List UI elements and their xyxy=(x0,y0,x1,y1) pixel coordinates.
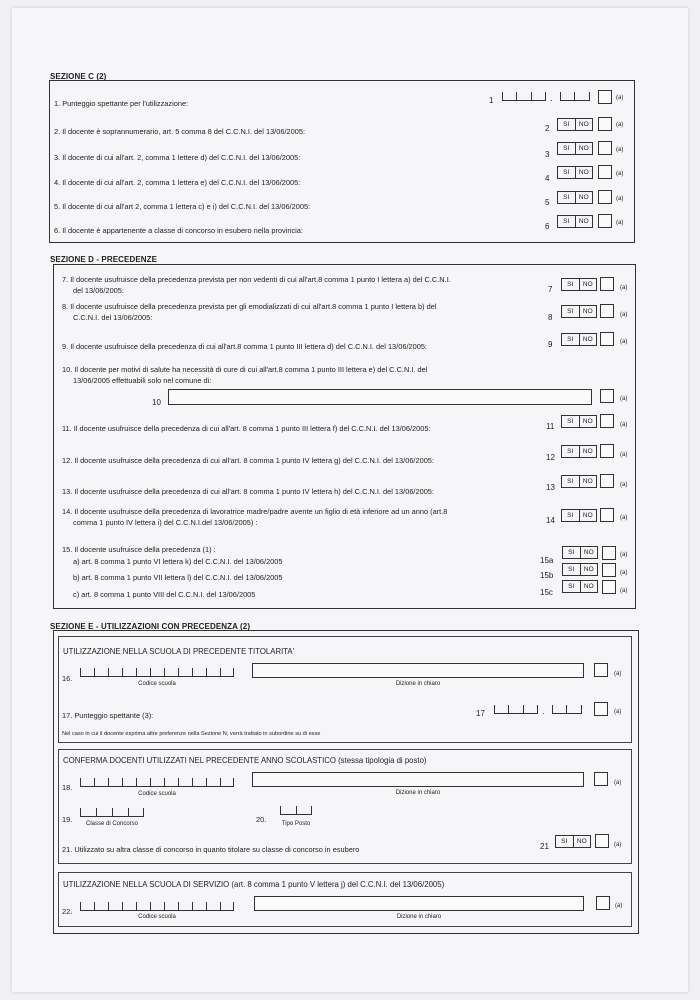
dizione-caption-16: Dizione in chiaro xyxy=(395,681,441,687)
row-15-label: 15. Il docente usufruisce della precedenza (1) : xyxy=(62,545,216,554)
note-a: (a) xyxy=(616,171,624,177)
row-15a-label: a) art. 8 comma 1 punto VI lettera k) del C.C.N.I. del 13/06/2005 xyxy=(73,557,283,566)
codice-scuola-caption-18: Codice scuola xyxy=(138,791,176,797)
note-a: (a) xyxy=(616,122,624,128)
row-1-label: 1. Punteggio spettante per l'utilizzazione: xyxy=(54,99,189,108)
note-a: (a) xyxy=(620,570,628,576)
note-a: (a) xyxy=(620,515,628,521)
checkbox-10[interactable] xyxy=(600,389,614,403)
row-6-label: 6. Il docente è appartenente a classe di concorso in esubero nella provincia: xyxy=(54,226,303,235)
si-no-toggle-8[interactable]: SI NO xyxy=(561,305,597,318)
row-15a-number: 15a xyxy=(540,556,554,565)
checkbox-15c[interactable] xyxy=(602,580,616,594)
si-no-toggle-15c[interactable]: SI NO xyxy=(562,580,598,593)
codice-scuola-input-18[interactable] xyxy=(80,778,234,787)
checkbox-13[interactable] xyxy=(600,474,614,488)
row-15b-label: b) art. 8 comma 1 punto VII lettera l) del C.C.N.I. del 13/06/2005 xyxy=(73,573,283,582)
si-no-toggle-7[interactable]: SI NO xyxy=(561,278,597,291)
row-21-number: 21 xyxy=(540,842,549,851)
row-13-label: 13. Il docente usufruisce della precedenza di cui all'art. 8 comma 1 punto IV lettera h) del C.C.N.I. del 13/06/2005: xyxy=(62,487,434,496)
dizione-input-16[interactable] xyxy=(252,663,584,678)
subordinate-note: Nel caso in cui il docente esprima altre preferenze nella Sezione N, verrà trattato in subordine su di esse xyxy=(62,731,321,737)
block-3-title: UTILIZZAZIONE NELLA SCUOLA DI SERVIZIO (art. 8 comma 1 punto V lettera j) del C.C.N.I. del 13/06/2005) xyxy=(63,880,445,889)
row-22-label: 22. xyxy=(62,907,73,916)
note-a: (a) xyxy=(614,842,622,848)
punteggio-integer-17[interactable] xyxy=(494,705,538,714)
row-7-number: 7 xyxy=(548,285,553,294)
row-5-number: 5 xyxy=(545,198,550,207)
note-a: (a) xyxy=(616,196,624,202)
checkbox-18[interactable] xyxy=(594,772,608,786)
checkbox-3[interactable] xyxy=(598,141,612,155)
note-a: (a) xyxy=(620,422,628,428)
note-a: (a) xyxy=(620,285,628,291)
si-no-toggle-5[interactable]: SI NO xyxy=(557,191,593,204)
classe-concorso-input[interactable] xyxy=(80,808,144,817)
tipo-posto-input[interactable] xyxy=(280,806,312,815)
row-8-label-2: C.C.N.I. del 13/06/2005: xyxy=(73,313,153,322)
note-a: (a) xyxy=(616,95,624,101)
si-no-toggle-12[interactable]: SI NO xyxy=(561,445,597,458)
checkbox-6[interactable] xyxy=(598,214,612,228)
row-14-label-1: 14. Il docente usufruisce della precedenza di lavoratrice madre/padre avente un figlio di età inferiore ad un anno (art.8 xyxy=(62,507,448,516)
checkbox-11[interactable] xyxy=(600,414,614,428)
row-5-label: 5. Il docente di cui all'art 2, comma 1 lettera c) e i) del C.C.N.I. del 13/06/2005: xyxy=(54,202,311,211)
row-15b-number: 15b xyxy=(540,571,554,580)
note-a: (a) xyxy=(620,339,628,345)
row-8-number: 8 xyxy=(548,313,553,322)
row-14-label-2: comma 1 punto IV lettera i) del C.C.N.I.del 13/06/2005) : xyxy=(73,518,258,527)
row-16-label: 16. xyxy=(62,674,73,683)
si-no-toggle-13[interactable]: SI NO xyxy=(561,475,597,488)
row-4-label: 4. Il docente di cui all'art. 2, comma 1 lettera e) del C.C.N.I. del 13/06/2005: xyxy=(54,178,301,187)
si-no-toggle-11[interactable]: SI NO xyxy=(561,415,597,428)
row-6-number: 6 xyxy=(545,222,550,231)
row-4-number: 4 xyxy=(545,174,550,183)
section-e-title: SEZIONE E - UTILIZZAZIONI CON PRECEDENZA (2) xyxy=(50,622,251,631)
si-no-toggle-14[interactable]: SI NO xyxy=(561,509,597,522)
si-no-toggle-6[interactable]: SI NO xyxy=(557,215,593,228)
si-no-toggle-21[interactable]: SI NO xyxy=(555,835,591,848)
row-21-label: 21. Utilizzato su altra classe di concorso in quanto titolare su classe di concorso in esubero xyxy=(62,845,360,854)
row-12-number: 12 xyxy=(546,453,555,462)
classe-concorso-caption: Classe di Concorso xyxy=(85,821,139,827)
checkbox-17[interactable] xyxy=(594,702,608,716)
dizione-caption-18: Dizione in chiaro xyxy=(395,790,441,796)
si-no-toggle-9[interactable]: SI NO xyxy=(561,333,597,346)
note-a: (a) xyxy=(620,312,628,318)
dizione-input-18[interactable] xyxy=(252,772,584,787)
section-d-title: SEZIONE D - PRECEDENZE xyxy=(50,255,158,264)
note-a: (a) xyxy=(620,452,628,458)
checkbox-9[interactable] xyxy=(600,332,614,346)
dizione-caption-22: Dizione in chiaro xyxy=(396,914,442,920)
dizione-input-22[interactable] xyxy=(254,896,584,911)
row-10-label-2: 13/06/2005 effettuabili solo nel comune di: xyxy=(73,376,212,385)
score-input-decimal[interactable] xyxy=(560,92,590,101)
codice-scuola-caption-16: Codice scuola xyxy=(138,681,176,687)
punteggio-decimal-17[interactable] xyxy=(552,705,582,714)
tipo-posto-caption: Tipo Posto xyxy=(281,821,311,827)
row-13-number: 13 xyxy=(546,483,555,492)
si-no-toggle-2[interactable]: SI NO xyxy=(557,118,593,131)
note-a: (a) xyxy=(620,588,628,594)
checkbox-15a[interactable] xyxy=(602,546,616,560)
codice-scuola-input-22[interactable] xyxy=(80,902,234,911)
row-11-label: 11. Il docente usufruisce della precedenza di cui all'art. 8 comma 1 punto III lettera f) del C.C.N.I. del 13/06/2005: xyxy=(62,424,431,433)
row-11-number: 11 xyxy=(546,422,555,431)
si-no-toggle-4[interactable]: SI NO xyxy=(557,166,593,179)
checkbox-2[interactable] xyxy=(598,117,612,131)
note-a: (a) xyxy=(614,780,622,786)
score-input-integer[interactable] xyxy=(502,92,546,101)
note-a: (a) xyxy=(620,482,628,488)
checkbox-8[interactable] xyxy=(600,304,614,318)
row-12-label: 12. Il docente usufruisce della precedenza di cui all'art. 8 comma 1 punto IV lettera g) del C.C.N.I. del 13/06/2005: xyxy=(62,456,434,465)
checkbox-21[interactable] xyxy=(595,834,609,848)
row-19-label: 19. xyxy=(62,815,73,824)
row-18-label: 18. xyxy=(62,783,73,792)
note-a: (a) xyxy=(614,671,622,677)
comune-input[interactable] xyxy=(168,389,592,405)
checkbox-1[interactable] xyxy=(598,90,612,104)
si-no-toggle-3[interactable]: SI NO xyxy=(557,142,593,155)
row-10-label-1: 10. Il docente per motivi di salute ha necessità di cure di cui all'art.8 comma 1 punto III lettera e) del C.C.N.I. del xyxy=(62,365,428,374)
row-9-label: 9. Il docente usufruisce della precedenza di cui all'art.8 comma 1 punto III lettera d) del C.C.N.I. del 13/06/2005: xyxy=(62,342,427,351)
checkbox-16[interactable] xyxy=(594,663,608,677)
checkbox-4[interactable] xyxy=(598,165,612,179)
row-7-label-1: 7. Il docente usufruisce della precedenza prevista per non vedenti di cui all'art.8 comma 1 punto I lettera a) del C.C.N.I. xyxy=(62,275,451,284)
note-a: (a) xyxy=(620,396,628,402)
row-15c-number: 15c xyxy=(540,588,553,597)
block-2-title: CONFERMA DOCENTI UTILIZZATI NEL PRECEDENTE ANNO SCOLASTICO (stessa tipologia di posto) xyxy=(63,756,427,765)
note-a: (a) xyxy=(615,903,623,909)
checkbox-7[interactable] xyxy=(600,277,614,291)
row-2-label: 2. Il docente è soprannumerario, art. 5 comma 8 del C.C.N.I. del 13/06/2005: xyxy=(54,127,306,136)
row-3-label: 3. Il docente di cui all'art. 2, comma 1 lettere d) del C.C.N.I. del 13/06/2005: xyxy=(54,153,301,162)
decimal-point: . xyxy=(542,706,545,716)
row-10-number: 10 xyxy=(152,398,161,407)
note-a: (a) xyxy=(620,552,628,558)
note-a: (a) xyxy=(614,709,622,715)
si-no-toggle-15b[interactable]: SI NO xyxy=(562,563,598,576)
checkbox-14[interactable] xyxy=(600,508,614,522)
codice-scuola-input-16[interactable] xyxy=(80,668,234,677)
row-2-number: 2 xyxy=(545,124,550,133)
decimal-point: . xyxy=(550,93,553,103)
row-9-number: 9 xyxy=(548,340,553,349)
si-no-toggle-15a[interactable]: SI NO xyxy=(562,546,598,559)
block-1-title: UTILIZZAZIONE NELLA SCUOLA DI PRECEDENTE TITOLARITA' xyxy=(63,647,295,656)
row-15c-label: c) art. 8 comma 1 punto VIII del C.C.N.I. del 13/06/2005 xyxy=(73,590,256,599)
checkbox-5[interactable] xyxy=(598,190,612,204)
row-20-label: 20. xyxy=(256,815,267,824)
row-8-label-1: 8. Il docente usufruisce della precedenza prevista per gli emodializzati di cui all'art.8 comma 1 punto I lettera b) del xyxy=(62,302,437,311)
row-14-number: 14 xyxy=(546,516,555,525)
section-c-title: SEZIONE C (2) xyxy=(50,72,107,81)
checkbox-12[interactable] xyxy=(600,444,614,458)
row-3-number: 3 xyxy=(545,150,550,159)
note-a: (a) xyxy=(616,220,624,226)
row-17-number: 17 xyxy=(476,709,485,718)
row-7-label-2: del 13/06/2005: xyxy=(73,286,124,295)
checkbox-15b[interactable] xyxy=(602,563,616,577)
row-1-number: 1 xyxy=(489,96,494,105)
row-17-label: 17. Punteggio spettante (3): xyxy=(62,711,154,720)
codice-scuola-caption-22: Codice scuola xyxy=(138,914,176,920)
checkbox-22[interactable] xyxy=(596,896,610,910)
note-a: (a) xyxy=(616,147,624,153)
